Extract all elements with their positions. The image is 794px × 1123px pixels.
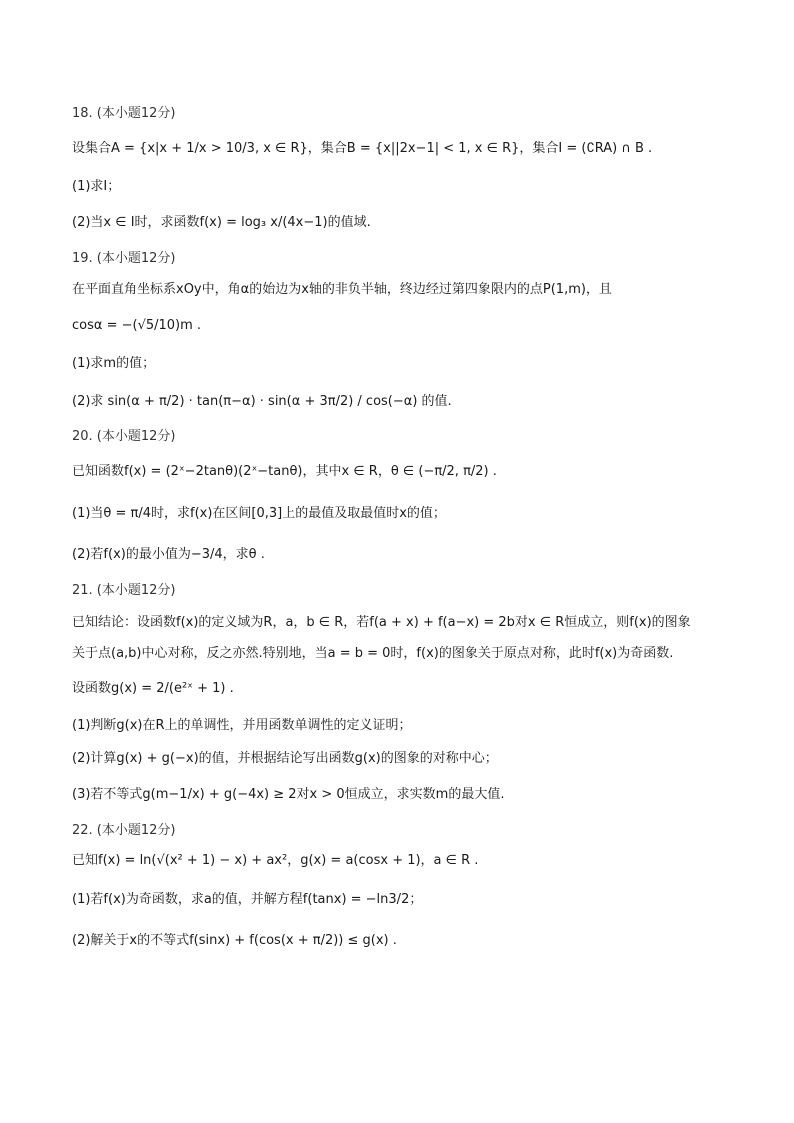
problem-22-part-1: (1)若f(x)为奇函数，求a的值，并解方程f(tanx) = −ln3/2； — [72, 892, 423, 907]
problem-21-statement-line-2: 关于点(a,b)中心对称，反之亦然.特别地，当a = b = 0时，f(x)的图象关于原点对称，此时f(x)为奇函数. — [72, 646, 674, 661]
problem-19-part-2: (2)求 sin(α + π/2) · tan(π−α) · sin(α + 3π/2) / cos(−α) 的值. — [72, 394, 452, 409]
problem-21-definition: 设函数g(x) = 2/(e²ˣ + 1) . — [72, 681, 234, 696]
problem-19-header: 19. (本小题12分) — [72, 251, 176, 266]
problem-20-statement: 已知函数f(x) = (2ˣ−2tanθ)(2ˣ−tanθ)，其中x ∈ R，θ ∈ (−π/2, π/2) . — [72, 464, 497, 479]
problem-20-header: 20. (本小题12分) — [72, 429, 176, 444]
problem-22-statement: 已知f(x) = ln(√(x² + 1) − x) + ax²，g(x) = a(cosx + 1)，a ∈ R . — [72, 853, 479, 868]
problem-18-part-1: (1)求I； — [72, 179, 121, 194]
problem-22-header: 22. (本小题12分) — [72, 823, 176, 838]
problem-18-header: 18. (本小题12分) — [72, 106, 176, 121]
problem-21-part-2: (2)计算g(x) + g(−x)的值，并根据结论写出函数g(x)的图象的对称中心； — [72, 751, 498, 766]
problem-21-part-3: (3)若不等式g(m−1/x) + g(−4x) ≥ 2对x > 0恒成立，求实数m的最大值. — [72, 787, 505, 802]
problem-20-part-1: (1)当θ = π/4时，求f(x)在区间[0,3]上的最值及取最值时x的值； — [72, 506, 446, 521]
problem-18-statement: 设集合A = {x|x + 1/x > 10/3, x ∈ R}，集合B = {x||2x−1| < 1, x ∈ R}，集合I = (∁RA) ∩ B . — [72, 141, 653, 156]
problem-18-part-2: (2)当x ∈ I时，求函数f(x) = log₃ x/(4x−1)的值域. — [72, 215, 371, 230]
problem-21-statement-line-1: 已知结论：设函数f(x)的定义域为R，a，b ∈ R，若f(a + x) + f(a−x) = 2b对x ∈ R恒成立，则f(x)的图象 — [72, 615, 691, 630]
problem-19-part-1: (1)求m的值； — [72, 356, 156, 371]
problem-21-header: 21. (本小题12分) — [72, 583, 176, 598]
problem-21-part-1: (1)判断g(x)在R上的单调性，并用函数单调性的定义证明； — [72, 718, 412, 733]
problem-19-statement-line-2: cosα = −(√5/10)m . — [72, 318, 202, 333]
problem-19-statement-line-1: 在平面直角坐标系xOy中，角α的始边为x轴的非负半轴，终边经过第四象限内的点P(1,m)，且 — [72, 282, 612, 297]
problem-22-part-2: (2)解关于x的不等式f(sinx) + f(cos(x + π/2)) ≤ g(x) . — [72, 933, 397, 948]
problem-20-part-2: (2)若f(x)的最小值为−3/4，求θ . — [72, 547, 265, 562]
